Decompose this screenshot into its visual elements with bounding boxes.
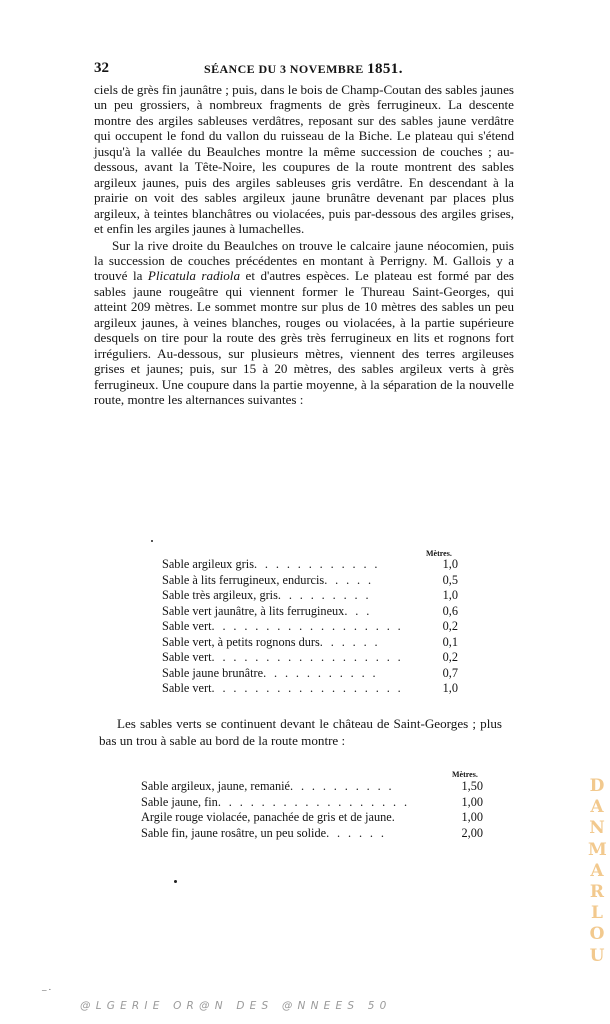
margin-mark: _ . [42, 982, 51, 992]
running-head-year: 1851. [367, 61, 403, 77]
table-row [162, 619, 430, 635]
row-value: 0,6 [442, 603, 458, 618]
leader-dots: . [391, 810, 398, 824]
row-value: 1,50 [461, 779, 483, 793]
row-value: 1,0 [442, 588, 458, 602]
table-row [162, 635, 430, 651]
stray-dot [174, 880, 177, 883]
leader-dots: . . . . . . . . . . . [263, 665, 379, 680]
row-label: Sable jaune, fin [141, 794, 218, 809]
watermark-letter: O [589, 924, 605, 945]
table-row [141, 795, 439, 811]
watermark-letter: A [590, 797, 604, 818]
row-label: Sable très argileux, gris [162, 588, 278, 602]
watermark-letter: R [589, 882, 605, 903]
leader-dots: . . . . . . . . . . . . . . . . . . [217, 794, 410, 809]
watermark-letter: N [589, 818, 605, 839]
running-head-title: SÉANCE DU 3 NOVEMBRE [204, 62, 364, 76]
paragraph-1: ciels de grès fin jaunâtre ; puis, dans le bois de Champ-Coutan des sables jaunes un peu grossiers, à nombreux fragments de grès ferrugineux. La descente montre des argiles sableuses verdâtres, reposant sur des sables jaune verdâtre qui occupent le fond du vallon du ruisseau de la Biche. Le plateau qui s'étend jusqu'à la vallée du Beaulches montre la même succession de couches ; au-dessous, avant la Tête-Noire, les coupures de la route montrent des sables argileux jaunes, puis des argiles sableuses gris verdâtre. En descendant à la prairie on voit des sables argileux jaune brunâtre devenant par places plus argileux, à teintes blanchâtres ou violacées, puis par-dessous des argiles grises, et enfin les argiles jaunes à lumachelles. [94, 82, 514, 237]
table-row [162, 588, 430, 604]
leader-dots: . . . . . . . . . . . . [253, 557, 380, 571]
row-label: Sable fin, jaune rosâtre, un peu solide [141, 825, 327, 840]
watermark-letter: U [589, 945, 605, 966]
paragraph-2: Sur la rive droite du Beaulches on trouve le calcaire jaune néocomien, puis la succession de couches précédentes en montant à Perrigny. M. Gallois y a trouvé la Plicatula radiola et d'autres espèces. Le plateau est formé par des sables jaune rougeâtre qui viennent former le Thureau Saint-Georges, qui atteint 209 mètres. Le sommet montre sur plus de 10 mètres des sables un peu argileux jaunes, à veines blanches, rouges ou violacées, à la partie supérieure desquels on tire pour la route des grès très ferrugineux en lits et rognons fort irréguliers. Au-dessous, sur plusieurs mètres, viennent des terres argileuses grises et jaunes; puis, sur 15 à 20 mètres, des sables argileux verts à grès ferrugineux. Une coupure dans la partie moyenne, à la séparation de la nouvelle route, montre les alternances suivantes : [94, 237, 515, 408]
leader-dots: . . . [344, 603, 372, 618]
row-value: 0,1 [442, 634, 458, 649]
row-label: Sable argileux, jaune, remanié [141, 779, 290, 793]
row-label: Sable vert [162, 681, 212, 695]
leader-dots: . . . . . . [326, 825, 387, 840]
leader-dots: . . . . . . . . . . [290, 779, 395, 793]
leader-dots: . . . . . . [319, 634, 381, 649]
row-value: 1,0 [442, 681, 458, 695]
species-name: Plicatula radiola [147, 268, 240, 284]
leader-dots: . . . . . . . . . [277, 588, 371, 602]
row-value: 1,0 [442, 557, 458, 571]
table-2-unit-header: Mètres. [452, 770, 478, 779]
section-table-1 [162, 546, 466, 698]
footer-watermark: @LGERIE OR@N DES @NNEES 50 [80, 1000, 392, 1012]
row-value: 1,00 [461, 794, 483, 809]
row-label: Argile rouge violacée, panachée de gris et de jaune [141, 810, 392, 824]
table-row [141, 826, 439, 842]
paragraph-3: Les sables verts se continuent devant le château de Saint-Georges ; plus bas un trou à sable au bord de la route montre : [99, 716, 502, 748]
stray-dot [151, 540, 153, 542]
row-value: 0,5 [442, 572, 458, 587]
table-row [162, 557, 430, 573]
watermark-letter: L [591, 903, 603, 924]
body-text [94, 82, 514, 408]
vertical-watermark [588, 776, 606, 967]
table-row [162, 681, 430, 697]
row-label: Sable jaune brunâtre [162, 665, 264, 680]
row-value: 0,7 [442, 665, 458, 680]
table-row [141, 810, 439, 826]
page-number: 32 [94, 60, 109, 76]
watermark-letter: M [588, 839, 607, 860]
table-row [141, 779, 439, 795]
table-row [162, 604, 430, 620]
row-value: 1,00 [461, 810, 483, 824]
row-value: 0,2 [442, 619, 458, 633]
row-label: Sable vert, à petits rognons durs [162, 634, 320, 649]
row-label: Sable vert [162, 650, 212, 664]
leader-dots: . . . . . . . . . . . . . . . . . . [211, 619, 404, 633]
table-1-unit-header: Mètres. [426, 549, 452, 558]
section-table-2 [141, 767, 487, 843]
row-label: Sable vert [162, 619, 212, 633]
table-row [162, 573, 430, 589]
leader-dots: . . . . . . . . . . . . . . . . . . [211, 650, 404, 664]
leader-dots: . . . . . . . . . . . . . . . . . . [211, 681, 404, 695]
row-label: Sable à lits ferrugineux, endurcis [162, 572, 325, 587]
page-header [94, 60, 514, 80]
table-row [162, 650, 430, 666]
row-value: 0,2 [442, 650, 458, 664]
row-label: Sable argileux gris [162, 557, 254, 571]
running-head [204, 61, 403, 78]
watermark-letter: A [590, 860, 604, 881]
watermark-letter: D [589, 776, 605, 796]
row-label: Sable vert jaunâtre, à lits ferrugineux [162, 603, 345, 618]
table-row [162, 666, 430, 682]
row-value: 2,00 [461, 825, 483, 840]
leader-dots: . . . . . [324, 572, 374, 587]
